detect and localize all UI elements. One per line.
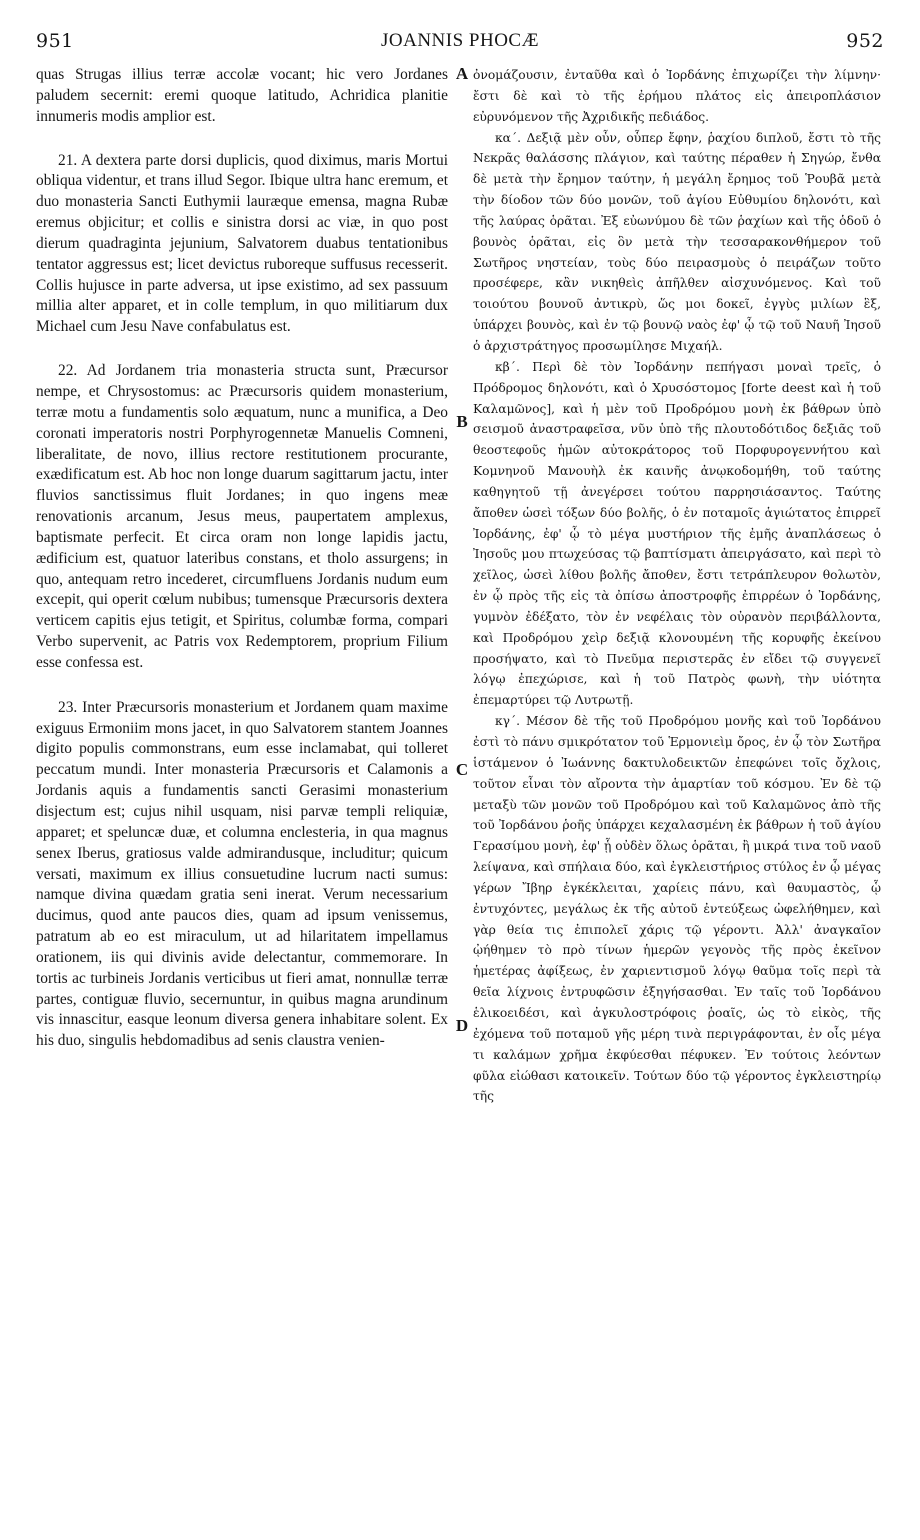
greek-paragraph-23: κγ΄. Μέσον δὲ τῆς τοῦ Προδρόμου μονῆς καὶ τοῦ Ἰορδάνου ἐστὶ τὸ πάνυ σμικρότατον τοῦ Ἑρμονιεὶμ ὄρος, ἐν ᾧ τὸν Σωτῆρα ἱστάμενον ὁ Ἰωάννης δακτυλοδεικτῶν ἐπεφώνει τοῖς ὄχλοις, τοῦτον εἶναι τὸν αἴροντα τὴν ἁμαρτίαν τοῦ κόσμου. Ἐν δὲ τῷ μεταξὺ τῶν μονῶν τοῦ Προδρόμου καὶ τοῦ Καλαμῶνος ἀπὸ τῆς τοῦ Ἰορδάνου ῥοῆς ὑπάρχει κεχαλασμένη ἐκ βάθρων ἡ τοῦ ἁγίου Γερασίμου μονὴ, ἐφ' ᾗ οὐδὲν ὅλως ὁρᾶται, ἢ μικρά τινα τοῦ ναοῦ λείψανα, καὶ σπήλαια δύο, καὶ ἐγκλειστήριος στύλος ἐν ᾧ μέγας γέρων Ἴβηρ ἐγκέκλειται, χαρίεις πάνυ, καὶ θαυμαστὸς, ᾧ ἐντυχόντες, μεγάλως ἐκ τῆς αὐτοῦ ἐντεύξεως ὠφελήθημεν, καὶ γὰρ θεία τις ἐπιπολεῖ χάρις τῷ γέροντι. Ἀλλ' ἀναγκαῖον ᾠήθημεν τὸ πρὸ τίνων ἡμερῶν γεγονὸς τῆς πρὸς ἐκεῖνον ἡμετέρας ἀφίξεως, ἐν χαριεντισμοῦ λόγῳ θαῦμα τοῖς περὶ τὰ θεῖα λίχνοις ἐντρυφῶσιν ἐξηγήσασθαι. Ἐν ταῖς τοῦ Ἰορδάνου ἑλικοειδέσι, καὶ ἀγκυλοστρόφοις ῥοαῖς, ὡς τὸ εἰκὸς, τῆς ἐχόμενα τοῦ ποταμοῦ γῆς μέρη τινὰ περιγράφονται, ἐν οἷς μέγα τι καλάμων χρῆμα ἐκφύεσθαι πέφυκεν. Ἐν τούτοις λεόντων φῦλα εἰώθασι κατοικεῖν. Τούτων δύο τῷ γέροντος ἐγκλειστηρίῳ τῆς	[473, 714, 882, 1104]
margin-letter-b: B	[456, 412, 468, 431]
margin-letter-d: D	[455, 1016, 469, 1035]
latin-paragraph-22: 22. Ad Jordanem tria monasteria structa sunt, Præcursor nempe, et Chrysostomus: ac Præcursoris quidem monasterium, terræ motu a fundamentis solo æquatum, nunc a munifica, a Deo coronati imperatoris nostri Porphyrogennetæ Manuelis Comneni, liberalitate, de novo, illius rectore restitutionem procurante, exædificatum est. Ab hoc non longe duarum sagittarum jactu, inter fluvios sanctissimus fluit Jordanes; in quo ingens meæ renovationis arcanum, Jesus meus, paupertatem amplexus, baptismate perfecit. Et circa oram non longe lapidis jactu, ædificium est, quatuor lateribus constans, et tholo assurgens; in quo, antequam retro incederet, circumfluens Jordanis nudum eum excepit, qui operit cœlum nubibus; tumensque Præcursoris dextera verticem capitis ejus tetigit, et Spiritus, columbæ forma, compari Verbo supervenit, ac Patris vox Redemptorem, proprium Filium esse confessa est.	[36, 362, 448, 671]
latin-paragraph-21: 21. A dextera parte dorsi duplicis, quod diximus, maris Mortui obliqua videntur, et trans illud Segor. Ibique ultra hanc eremum, et duo monasteria Sancti Euthymii lauræque emensa, magna Rubæ eremus objicitur; et collis e sinistra dorsi ac viæ, in quo post dierum quadraginta jejunium, Salvatorem duabus tentationibus tentator aggressus est; licet devictus ruboreque suffusus recesserit. Collis hujusce in parte adversa, ut ipse existimo, ad sex passuum millia alter apparet, et in colle templum, in quo militiarum dux Michael cum Jesu Nave confabulatus est.	[36, 151, 448, 336]
page-number-right: 952	[846, 30, 884, 52]
page-number-left: 951	[36, 30, 74, 52]
running-title: JOANNIS PHOCÆ	[381, 30, 539, 51]
latin-column	[36, 65, 448, 1052]
latin-paragraph-20-end: quas Strugas illius terræ accolæ vocant; hic vero Jordanes paludem secernit: eremi quoque latitudo, Achridica planitie innumeris modis amplior est.	[36, 66, 448, 125]
latin-paragraph-23: 23. Inter Præcursoris monasterium et Jordanem quam maxime exiguus Ermoniim mons jacet, in quo Salvatorem stantem Joannes digito populis commonstrans, eum esse inclamabat, qui tolleret peccatum mundi. Inter monasteria Præcursoris et Calamonis a Jordanis aquis a fundamentis sancti Gerasimi monasterium disjectum est; cujus nihil usquam, nisi parvæ templi reliquiæ, apparet; et speluncæ duæ, et columna enclesteria, in qua magnus senex Iberus, gratiosus valde admirandusque, includitur; quicum versati, maximum ex illius consuetudine lucrum nacti sumus: namque divina quædam gratia seni inerat. Verum necessarium ducimus, quod ante paucos dies, quam ad ipsum venissemus, patratum ab eo est miraculum, ut ad hilaritatem impellamus orationem, iis qui divinis avide delectantur, commemorare. In tortis ac turbineis Jordanis verticibus ut fieri amat, nonnullæ terræ partes, contiguæ fluvio, secernuntur, in quibus magna arundinum vis innascitur, easque leonum diversa genera inhabitare solent. Ex his duo, singulis hebdomadibus ad senis claustra venien-	[36, 698, 448, 1050]
page-header	[36, 30, 884, 58]
margin-letter-a: A	[455, 64, 469, 83]
greek-paragraph-20-end: ὀνομάζουσιν, ἐνταῦθα καὶ ὁ Ἰορδάνης ἐπιχωρίζει τὴν λίμνην· ἔστι δὲ καὶ τὸ τῆς ἐρήμου πλάτος εἰς ἀπειροπλάσιον εὐρυνόμενον τῆς Ἀχριδικῆς πεδιάδος.	[473, 68, 881, 124]
greek-paragraph-22: κβ΄. Περὶ δὲ τὸν Ἰορδάνην πεπήγασι μοναὶ τρεῖς, ὁ Πρόδρομος δηλονότι, καὶ ὁ Χρυσόστομος [forte deest καὶ ἡ τοῦ Καλαμῶνος], καὶ ἡ μὲν τοῦ Προδρόμου μονὴ ἐκ βάθρων ὑπὸ σεισμοῦ ἀναστραφεῖσα, νῦν ὑπὸ τῆς πλουτοδότιδος δεξιᾶς τοῦ θεοστεφοῦς ἡμῶν αὐτοκράτορος τοῦ Πορφυρογεννήτου καὶ Κομνηνοῦ Μανουὴλ ἐκ καινῆς ἀνῳκοδομήθη, τοῦ ταύτης καθηγητοῦ τῇ ἀνεγέρσει τούτου παρρησιάσαντος. Ταύτης ἄποθεν ὡσεὶ τόξων δύο βολῆς, ὁ ἐν ποταμοῖς ἁγιώτατος ἐπιρρεῖ Ἰορδάνης, ἐφ' ᾧ τὸ μέγα μυστήριον τῆς ἐμῆς ἀναπλάσεως ὁ Ἰησοῦς μου πτωχεύσας τῷ βαπτίσματι ἀπειργάσατο, καὶ περὶ τὸ χεῖλος, ὡσεὶ λίθου βολῆς ἄποθεν, ἔστι τετράπλευρον θολωτὸν, ἐν ᾧ πρὸς τῆς εἰς τὰ ὀπίσω ἀποστροφῆς ἐπιρρέων ὁ Ἰορδάνης, γυμνὸν ἐδέξατο, τὸν ἐν νεφέλαις τὸν οὐρανὸν περιβάλλοντα, καὶ Προδρόμου χεὶρ δεξιᾷ κλονουμένη τῆς κορυφῆς ἐκείνου προσήψατο, καὶ τὸ Πνεῦμα περιστερᾶς ἐν εἴδει τῷ συγγενεῖ λόγῳ ἐπεχώρισε, καὶ ἡ τοῦ Πατρὸς φωνὴ, τὴν υἱότητα ἐπεμαρτύρει τῷ Λυτρωτῇ.	[473, 359, 881, 708]
greek-paragraph-21: κα΄. Δεξιᾷ μὲν οὖν, οὗπερ ἔφην, ῥαχίου διπλοῦ, ἔστι τὸ τῆς Νεκρᾶς θαλάσσης πλάγιον, καὶ ταύτης πέραθεν ἡ Σηγώρ, ἔνθα δὲ μετὰ τὴν ἔρημον ταύτην, ἡ μεγάλη ἔρημος τοῦ Ῥουβᾶ μετὰ τὴν δίοδον τῶν δύο μονῶν, τοῦ ἁγίου Εὐθυμίου δηλονότι, καὶ τῆς λαύρας ὁρᾶται. Ἐξ εὐωνύμου δὲ τῶν ῥαχίων καὶ τῆς ὁδοῦ ὁ βουνὸς ὁρᾶται, εἰς ὃν μετὰ τὴν τεσσαρακονθήμερον τοῦ Σωτῆρος νηστείαν, τοὺς δύο πειρασμοὺς ὁ πειράζων τοῦτο προσέφερε, κἂν νικηθεὶς ἀπῆλθεν αἰσχυνόμενος. Καὶ τοῦ τοιούτου βουνοῦ ἀντικρὺ, ὥς μοι δοκεῖ, ἐγγὺς μιλίων ἓξ, ὑπάρχει βουνὸς, καὶ ἐν τῷ βουνῷ ναὸς ἐφ' ᾧ τῷ τοῦ Ναυῆ Ἰησοῦ ὁ ἀρχιστράτηγος προσωμίλησε Μιχαήλ.	[473, 130, 881, 353]
greek-column	[473, 65, 881, 1107]
margin-letter-c: C	[455, 760, 469, 779]
